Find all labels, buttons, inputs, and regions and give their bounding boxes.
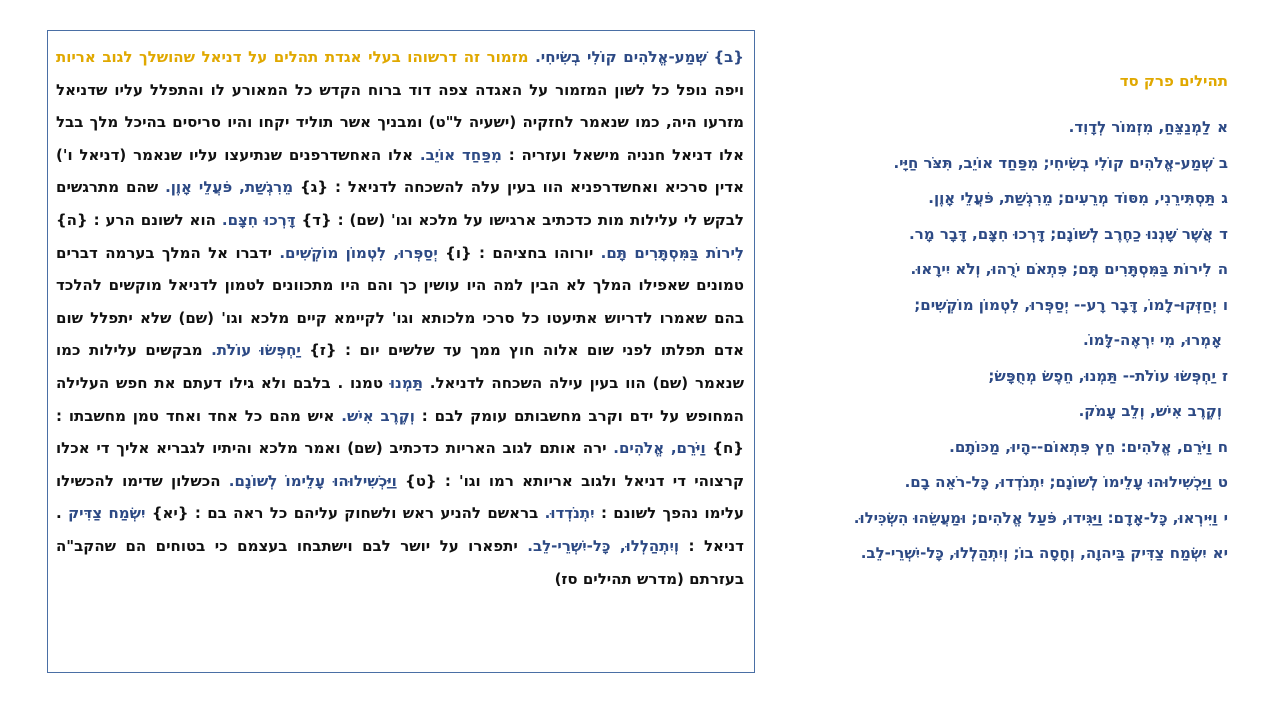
verse-text: לִירוֹת בַּמִּסְתָּרִים תָּם; פִּתְאֹם יֹרֻהוּ, וְלֹא יִירָאוּ. — [910, 260, 1212, 278]
verse-number: א — [1217, 118, 1228, 136]
psalm-verse — [788, 116, 1228, 152]
psalm-verse — [788, 223, 1228, 259]
verse-number: ז — [1221, 366, 1228, 385]
verse-text: תַּסְתִּירֵנִי, מִסּוֹד מְרֵעִים; מֵרִגְשַׁת, פֹּעֲלֵי אָוֶן. — [928, 189, 1216, 207]
verse-text: יְחַזְּקוּ-לָמוֹ, דָּבָר רָע-- יְסַפְּרוּ, לִטְמוֹן מוֹקְשִׁים; — [914, 295, 1217, 314]
commentary-text: בראשם להניע ראש ולשחוק עליהם כל ראה בם : {יא} — [151, 504, 539, 523]
psalm-verse — [788, 507, 1228, 543]
verse-text: וַיֹּרֵם, אֱלֹהִים: חֵץ פִּתְאוֹם--הָיוּ, מַכּוֹתָם. — [949, 437, 1212, 456]
commentary-text: ידברו אל המלך בערמה דברים טמונים שאפילו המלך לא הבין למה היו עושין כך והם היו מתכוונים לטמון לדניאל מוקשים להלכד בהם שאמרו לדריוש אתיעטו כל סרכי מלכותא וגו' לקיימא קיים מלכא וגו' (שם) שלא יתפלל שום אדם תפלתו לפני שום אלוה חוץ ממך עד שלשים יום : {ז} — [56, 243, 745, 360]
quote: דָּרְכוּ חִצָּם. — [221, 210, 296, 229]
psalm-verse — [788, 471, 1228, 507]
quote: מֵרִגְשַׁת, פֹּעֲלֵי אָוֶן. — [165, 178, 294, 197]
commentary-text: הוא לשונם הרע : {ה} — [56, 210, 216, 229]
verse-number: ח — [1217, 437, 1228, 456]
commentary-text: יורוהו בחציהם : {ו} — [445, 243, 594, 262]
verse-number: ו — [1222, 295, 1228, 314]
heading-note: מזמור זה דרשוהו בעלי אגדת תהלים על דניאל שהושלך לגוב אריות — [56, 48, 529, 66]
verse-text: לַמְנַצֵּחַ, מִזְמוֹר לְדָוִד. — [1068, 118, 1212, 136]
commentary-text: ירה אותם לגוב האריות כדכתיב (שם) ואמר מלכא והיתיו לגבריא אליך די אכלו קרצוהי די דניאל ולגוב אריותא רמו וגו' : {ט} — [56, 439, 745, 490]
commentary-text: שהם מתרגשים לבקש לי עלילות מות כדכתיב ארגישו על מלכא וגו' (שם) : {ד} — [56, 178, 744, 229]
verse-number: ג — [1221, 189, 1228, 207]
psalm-verse — [788, 152, 1228, 188]
quote: {ב} שְׁמַע-אֱלֹהִים קוֹלִי בְשִׂיחִי. — [535, 48, 744, 66]
psalm-verse — [788, 400, 1228, 436]
commentary-text: טמנו . בלבם ולא גילו דעתם את חפש העלילה המחופש על ידם וקרב מחשבותם עומק לבם : — [56, 373, 744, 425]
verse-number: ד — [1219, 224, 1228, 243]
verse-number: יא — [1212, 544, 1228, 562]
verse-text: שְׁמַע-אֱלֹהִים קוֹלִי בְשִׂיחִי; מִפַּחַד אוֹיֵב, תִּצֹּר חַיָּי. — [893, 153, 1213, 172]
verse-number: ט — [1217, 473, 1228, 491]
quote: וַיַּכְשִׁילוּהוּ עָלֵימוֹ לְשׁוֹנָם. — [228, 471, 397, 490]
quote: יִתְנֹדְדוּ. — [544, 504, 595, 523]
quote: וַיֹּרֵם, אֱלֹהִים. — [613, 439, 706, 458]
verse-text: וַיִּירְאוּ, כָּל-אָדָם: וַיַּגִּידוּ, פֹּעַל אֱלֹהִים; וּמַעֲשֵׂהוּ הִשְׂכִּילוּ. — [853, 508, 1218, 527]
verse-number: י — [1223, 508, 1228, 527]
quote: וְקֶרֶב אִישׁ. — [341, 406, 415, 425]
verse-number: ה — [1217, 260, 1228, 278]
psalm-verse — [788, 365, 1228, 401]
verse-text: יַחְפְּשׂוּ עוֹלֹת-- תַּמְנוּ, חֵפֶשׂ מְחֻפָּשׂ; — [988, 366, 1216, 385]
quote: מִפַּחַד אוֹיֵב. — [419, 145, 502, 164]
psalm-title: תהילים פרק סד — [1119, 72, 1228, 90]
commentary-text: . דניאל : — [56, 504, 744, 555]
commentary-panel — [47, 30, 755, 673]
psalm-panel — [788, 70, 1228, 578]
psalm-verse — [788, 294, 1228, 330]
commentary-text: הכשלון שדימו להכשילו עלימו נהפך לשונם : — [56, 471, 744, 523]
commentary-text: ויפה נופל כל לשון המזמור על האגדה צפה דוד ברוח הקדש כל המאורע לו והתפלל עליו שדניאל מזרעו היה, כמו שנאמר לחזקיה (ישעיה ל"ט) ומבניך אשר תוליד יקחו והיו סריסים בהיכל מלך בבל אלו דניאל חנניה מישאל ועזריה : — [56, 80, 745, 164]
verse-text: אָמְרוּ, מִי יִרְאֶה-לָּמוֹ. — [1082, 331, 1222, 349]
quote: וְיִתְהַלְלוּ, כָּל-יִשְׁרֵי-לֵב. — [527, 536, 680, 555]
psalm-verse — [788, 187, 1228, 223]
psalm-verse — [788, 329, 1228, 365]
quote: לִירוֹת בַּמִּסְתָּרִים תָּם. — [600, 243, 744, 262]
quote: יְסַפְּרוּ, לִטְמוֹן מוֹקְשִׁים. — [279, 243, 438, 262]
commentary-text: יתפארו על יושר לבם וישתבחו בעצמם כי בטוחים הם שהקב"ה בעזרתם (מדרש תהילים סז) — [56, 536, 744, 588]
psalm-verse — [788, 258, 1228, 294]
verse-text: יִשְׂמַח צַדִּיק בַּיהוָה, וְחָסָה בוֹ; וְיִתְהַלְלוּ, כָּל-יִשְׁרֵי-לֵב. — [860, 544, 1207, 562]
commentary-text: איש מהם כל אחד ואחד טמן מחשבתו : {ח} — [56, 406, 744, 458]
verse-text: וְקֶרֶב אִישׁ, וְלֵב עָמֹק. — [1078, 402, 1222, 420]
verse-text: וַיַּכְשִׁילוּהוּ עָלֵימוֹ לְשׁוֹנָם; יִתְנֹדְדוּ, כָּל-רֹאֵה בָם. — [904, 473, 1212, 491]
quote: יַחְפְּשׂוּ עוֹלֹת. — [211, 341, 301, 360]
psalm-verses — [788, 116, 1228, 578]
quote: תַּמְנוּ — [389, 373, 423, 392]
psalm-verse — [788, 542, 1228, 578]
verse-number: ב — [1218, 153, 1228, 172]
psalm-verse — [788, 436, 1228, 472]
quote: יִשְׂמַח צַדִּיק — [68, 504, 146, 523]
commentary-text: מבקשים עלילות כמו שנאמר (שם) הוו בעין עילה השכחה לדניאל. — [56, 341, 744, 392]
verse-text: אֲשֶׁר שָׁנְנוּ כַחֶרֶב לְשׁוֹנָם; דָּרְכוּ חִצָּם, דָּבָר מָר. — [909, 224, 1214, 243]
commentary-text: אלו האחשדרפנים שנתיעצו עליו שנאמר (דניאל ו') אדין סרכיא ואחשדרפניא הוו בעין עלה להשכחה לדניאל : {ג} — [56, 145, 744, 197]
